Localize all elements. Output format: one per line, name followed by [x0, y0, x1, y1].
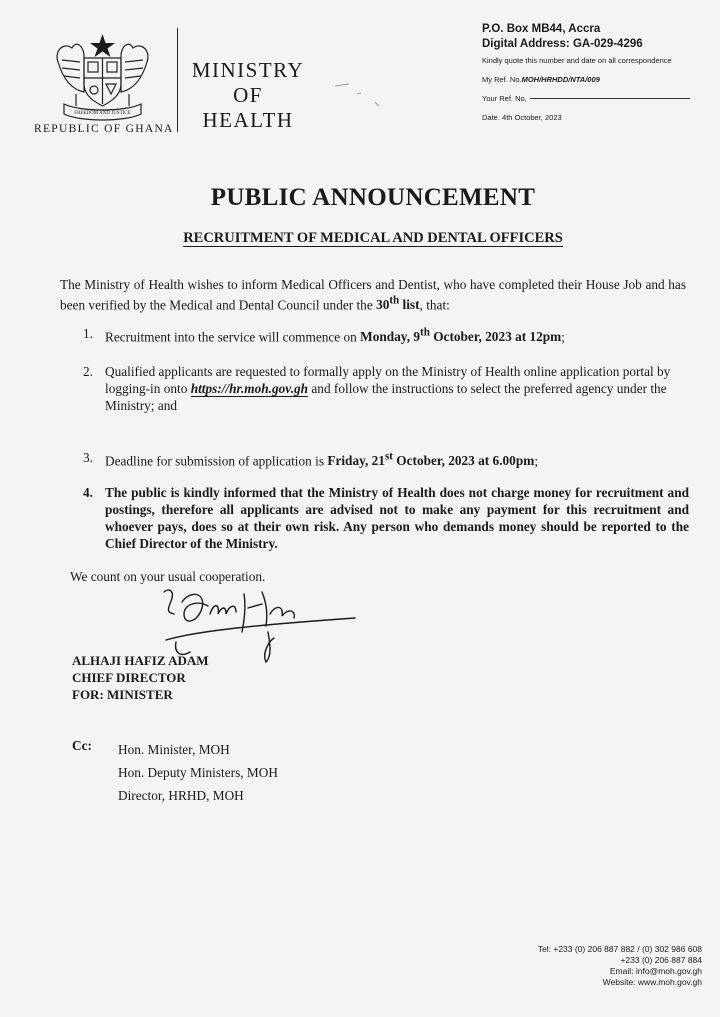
contact-info: Tel: +233 (0) 206 887 882 / (0) 302 986 608 +233 (0) 206 887 884 Email: info@moh.gov.gh Website: www.moh.gov.gh: [537, 944, 702, 987]
your-ref: Your Ref. No.: [482, 89, 690, 108]
signer-for: FOR: MINISTER: [72, 687, 173, 702]
my-ref: My Ref. No.MOH/HRHDD/NTA/009: [482, 75, 600, 84]
signer-title: CHIEF DIRECTOR: [72, 670, 186, 685]
cc-recipient: Hon. Deputy Ministers, MOH: [118, 765, 278, 780]
page-title: PUBLIC ANNOUNCEMENT: [210, 184, 536, 211]
po-box: P.O. Box MB44, Accra: [482, 23, 601, 35]
signer-block: [72, 652, 209, 703]
cc-recipient: Director, HRHD, MOH: [118, 788, 244, 803]
quote-note: Kindly quote this number and date on all correspondence: [482, 56, 672, 65]
cc-recipient: Hon. Minister, MOH: [118, 742, 230, 757]
date: Date. 4th October, 2023: [482, 113, 562, 122]
ghana-coat-of-arms-icon: [50, 32, 155, 124]
faint-mark: [335, 80, 395, 120]
intro-paragraph: The Ministry of Health wishes to inform Medical Officers and Dentist, who have completed their House Job and has been verified by the Medical and Dental Council under the 30th list, that:: [60, 277, 686, 313]
svg-text:FREEDOM AND JUSTICE: FREEDOM AND JUSTICE: [74, 111, 131, 116]
page-subtitle: RECRUITMENT OF MEDICAL AND DENTAL OFFICERS: [183, 230, 563, 246]
digital-address: Digital Address: GA-029-4296: [482, 38, 643, 50]
portal-link[interactable]: https://hr.moh.gov.gh: [190, 381, 309, 396]
header-divider: [177, 28, 178, 132]
republic-of-ghana-label: REPUBLIC OF GHANA: [34, 123, 174, 135]
address-block: [482, 22, 690, 127]
signer-name: ALHAJI HAFIZ ADAM: [72, 653, 209, 668]
ministry-name: MINISTRY OF HEALTH: [191, 58, 305, 132]
closing-line: We count on your usual cooperation.: [70, 569, 266, 584]
